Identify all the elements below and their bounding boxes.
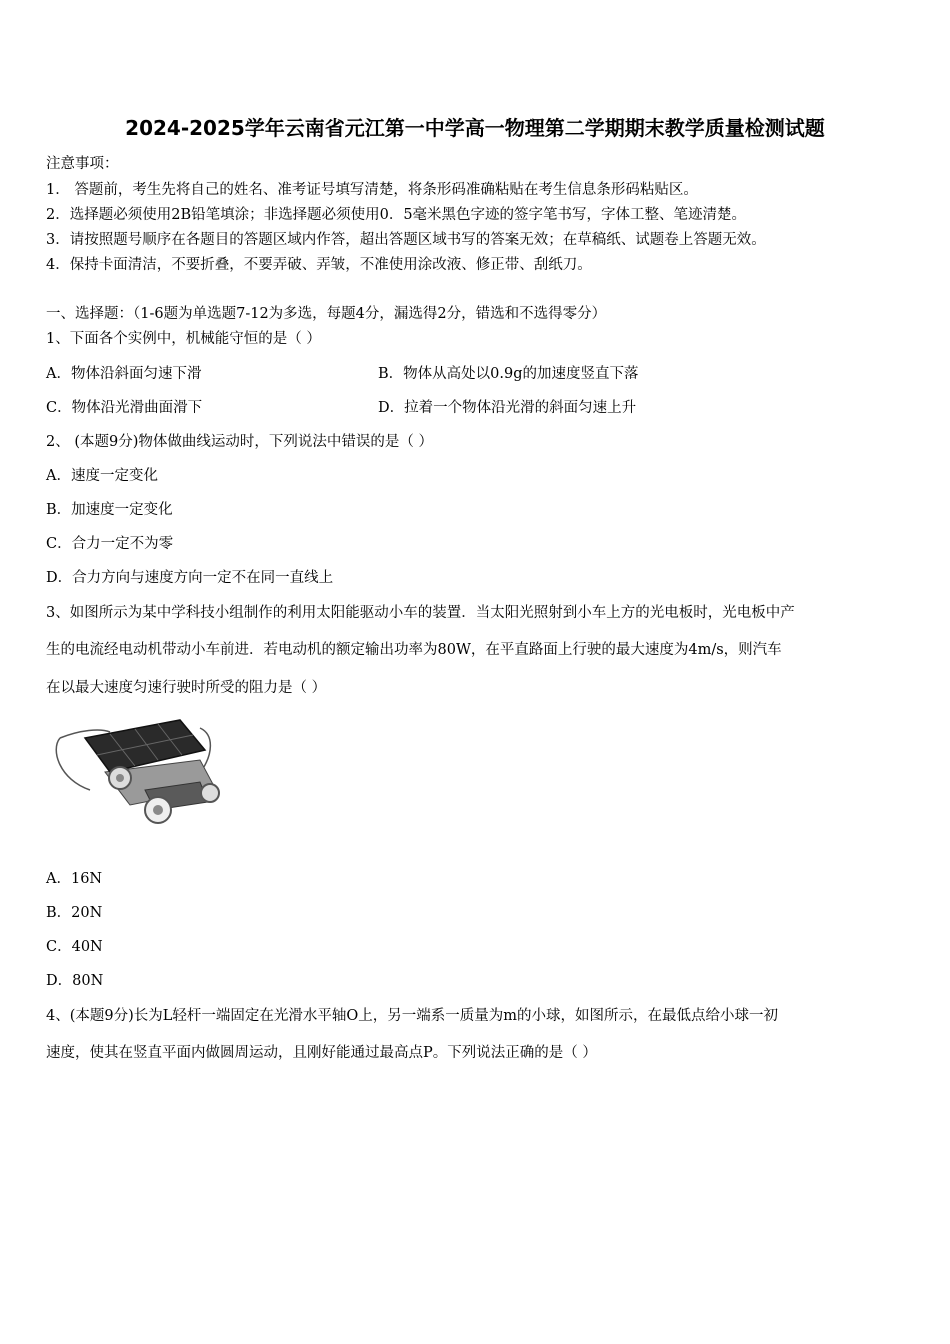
notice-item: 2．选择题必须使用2B铅笔填涂；非选择题必须使用0．5毫米黑色字迹的签字笔书写，字体工整、笔迹清楚。 [46, 207, 747, 223]
q1-option-a: A．物体沿斜面匀速下滑 [46, 366, 202, 382]
solar-car-figure [50, 710, 222, 832]
notice-item: 4．保持卡面清洁，不要折叠，不要弄破、弄皱，不准使用涂改液、修正带、刮纸刀。 [46, 257, 592, 273]
question-2-stem: 2、 (本题9分)物体做曲线运动时，下列说法中错误的是（ ） [46, 434, 433, 450]
notice-item: 3．请按照题号顺序在各题目的答题区域内作答，超出答题区域书写的答案无效；在草稿纸、试题卷上答题无效。 [46, 232, 766, 248]
notice-heading: 注意事项： [46, 156, 119, 172]
question-3-line: 在以最大速度匀速行驶时所受的阻力是（ ） [46, 680, 327, 696]
q2-option-c: C．合力一定不为零 [46, 536, 174, 552]
q1-option-d: D．拉着一个物体沿光滑的斜面匀速上升 [378, 400, 637, 416]
q3-option-d: D．80N [46, 973, 104, 989]
q2-option-b: B．加速度一定变化 [46, 502, 173, 518]
q1-option-b: B．物体从高处以0.9g的加速度竖直下落 [378, 366, 639, 382]
notice-item: 1． 答题前，考生先将自己的姓名、准考证号填写清楚，将条形码准确粘贴在考生信息条形码粘贴区。 [46, 182, 698, 198]
q3-option-b: B．20N [46, 905, 103, 921]
q1-option-c: C．物体沿光滑曲面滑下 [46, 400, 203, 416]
question-4-line: 4、(本题9分)长为L轻杆一端固定在光滑水平轴O上，另一端系一质量为m的小球，如图所示，在最低点给小球一初 [46, 1008, 779, 1024]
question-1-stem: 1、下面各个实例中，机械能守恒的是（ ） [46, 331, 321, 347]
question-4-line: 速度，使其在竖直平面内做圆周运动，且刚好能通过最高点P。下列说法正确的是（ ） [46, 1045, 597, 1061]
q2-option-d: D．合力方向与速度方向一定不在同一直线上 [46, 570, 334, 586]
q3-option-c: C．40N [46, 939, 103, 955]
question-3-line: 3、如图所示为某中学科技小组制作的利用太阳能驱动小车的装置．当太阳光照射到小车上方的光电板时，光电板中产 [46, 605, 795, 621]
q3-option-a: A．16N [46, 871, 103, 887]
page-title: 2024-2025学年云南省元江第一中学高一物理第二学期期末教学质量检测试题 [125, 116, 825, 140]
question-3-line: 生的电流经电动机带动小车前进．若电动机的额定输出功率为80W，在平直路面上行驶的最大速度为4m/s，则汽车 [46, 642, 782, 658]
section-heading: 一、选择题：（1-6题为单选题7-12为多选，每题4分，漏选得2分，错选和不选得零分） [46, 306, 607, 322]
q2-option-a: A．速度一定变化 [46, 468, 158, 484]
